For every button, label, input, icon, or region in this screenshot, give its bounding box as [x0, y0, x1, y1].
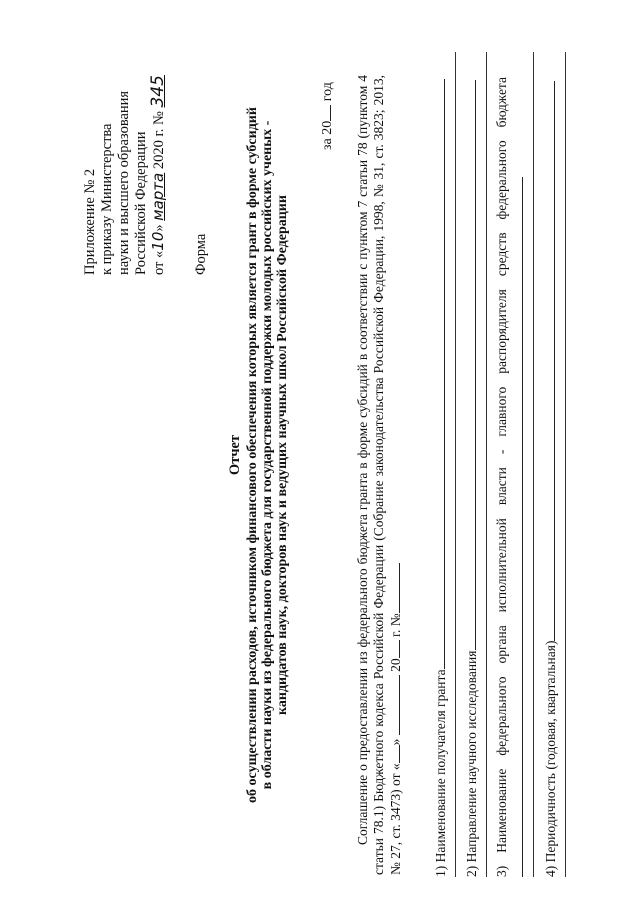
- period-prefix: за 20: [320, 120, 335, 150]
- field-periodicity-blank: [542, 81, 555, 641]
- form-label: Форма: [193, 233, 209, 275]
- title-line-2: в области науки из федерального бюджета для государственной поддержки молодых российских ученых -: [260, 120, 275, 790]
- date-prefix: от «: [151, 250, 167, 275]
- field-authority: [494, 77, 527, 877]
- month-blank: [387, 675, 400, 735]
- field-recipient-blank: [432, 79, 445, 669]
- field-recipient-label: 1) Наименование получателя гранта: [433, 669, 448, 877]
- approval-line-1: Приложение № 2: [82, 168, 98, 275]
- field-periodicity-label: 4) Периодичность (годовая, квартальная): [543, 640, 558, 877]
- field-direction-rule: [486, 52, 487, 877]
- date-mid: »: [151, 224, 167, 232]
- approval-date-line: [150, 35, 168, 275]
- field-authority-label: 3) Наименование федерального органа исполнительной власти - главного распорядителя средств федерального бюджета: [494, 77, 509, 877]
- field-authority-rule: [533, 52, 534, 877]
- field-direction-blank: [463, 81, 476, 651]
- title-line-3: кандидатов наук, докторов наук и ведущих научных школ Российской Федерации: [275, 195, 290, 715]
- date-month: марта: [149, 172, 167, 221]
- field-recipient-rule: [455, 52, 456, 877]
- approval-line-2: к приказу Министерства: [99, 123, 115, 275]
- approval-block: [82, 35, 168, 275]
- number-blank: [387, 563, 400, 613]
- agreement-quote-close: »: [388, 738, 403, 746]
- agreement-text: Соглашение о предоставлении из федерального бюджета гранта в форме субсидий в соответствии с пунктом 7 статьи 78 (пунктом 4 статьи 78.1) Бюджетного кодекса Российской Федерации (Собрание законодательства Российской Федерации, 1998, № 31, ст. 3823; 2013, № 27, ст. 3473) от «: [355, 75, 403, 875]
- field-authority-blank: [510, 177, 523, 877]
- year-blank: [318, 105, 331, 121]
- field-direction-label: 2) Направление научного исследования: [464, 650, 479, 877]
- agreement-year: 20: [388, 658, 403, 672]
- field-direction: [463, 77, 480, 877]
- approval-line-3: науки и высшего образования: [116, 90, 132, 275]
- agreement-year-blank: [387, 640, 400, 658]
- field-recipient: [432, 77, 449, 877]
- title-main: Отчет: [227, 434, 243, 476]
- period-suffix: год: [320, 82, 335, 102]
- report-period: [318, 82, 336, 150]
- field-periodicity-rule: [565, 52, 566, 877]
- field-periodicity: [542, 77, 559, 877]
- title-line-1: об осуществлении расходов, источником финансового обеспечения которых является грант в форме субсидий: [245, 107, 260, 803]
- day-blank: [387, 745, 400, 763]
- date-year: 2020 г. №: [151, 111, 167, 170]
- agreement-paragraph: [355, 75, 404, 875]
- agreement-number: г. №: [388, 613, 403, 638]
- date-day: 10: [149, 231, 167, 251]
- date-number: 345: [148, 75, 168, 108]
- approval-line-4: Российской Федерации: [133, 131, 149, 275]
- report-title: [228, 75, 290, 835]
